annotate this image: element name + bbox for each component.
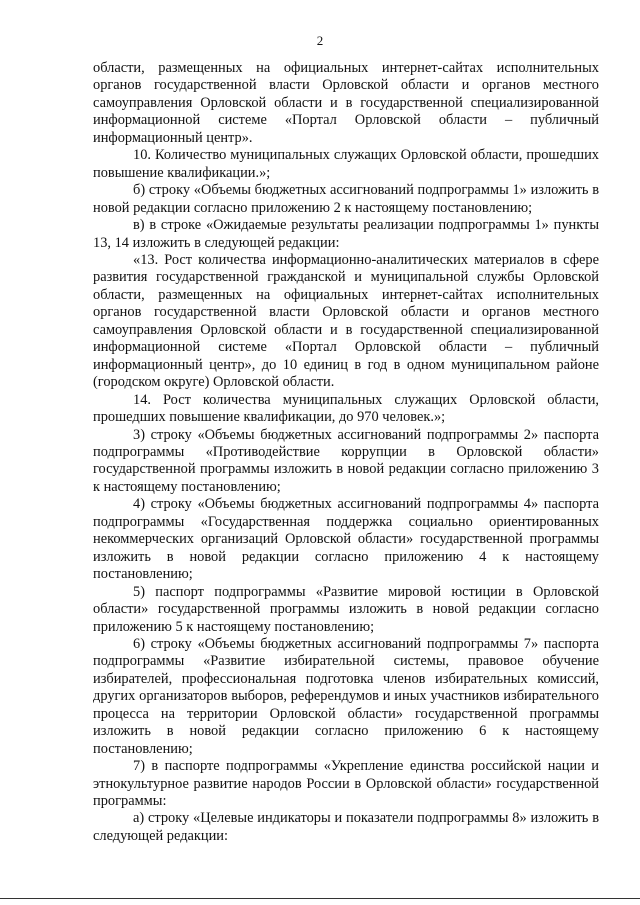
paragraph-8: 4) строку «Объемы бюджетных ассигнований подпрограммы 4» паспорта подпрограммы «Государственная поддержка социально ориентированных некоммерческих организаций Орловской области» государственной программы изложить в новой редакции согласно приложению 4 к настоящему постановлению; [93,496,599,583]
paragraph-1: области, размещенных на официальных интернет-сайтах исполнительных органов государственной власти Орловской области и органов местного самоуправления Орловской области и в государственной специализированной информационной системе «Портал Орловской области – публичный информационный центр». [93,60,599,146]
paragraph-2: 10. Количество муниципальных служащих Орловской области, прошедших повышение квалификации.»; [93,147,599,181]
paragraph-11: 7) в паспорте подпрограммы «Укрепление единства российской нации и этнокультурное развитие народов России в Орловской области» государственной программы: [93,758,599,810]
page-bottom-edge [0,898,640,899]
paragraph-10: 6) строку «Объемы бюджетных ассигнований подпрограммы 7» паспорта подпрограммы «Развитие избирательной системы, правовое обучение избирателей, профессиональная подготовка членов избирательных комиссий, других организаторов выборов, референдумов и иных участников избирательного процесса на территории Орловской области» государственной программы изложить в новой редакции согласно приложению 6 к настоящему постановлению; [93,635,599,757]
paragraph-7: 3) строку «Объемы бюджетных ассигнований подпрограммы 2» паспорта подпрограммы «Противодействие коррупции в Орловской области» государственной программы изложить в новой редакции согласно приложению 3 к настоящему постановлению; [93,426,599,495]
paragraph-5: «13. Рост количества информационно-аналитических материалов в сфере развития государственной гражданской и муниципальной службы Орловской области, размещенных на официальных интернет-сайтах исполнительных органов государственной власти Орловской области и органов местного самоуправления Орловской области и в государственной специализированной информационной системе «Портал Орловской области – публичный информационный центр», до 10 единиц в год в одном муниципальном районе (городском округе) Орловской области. [93,251,599,391]
page-number: 2 [316,33,324,48]
paragraph-3: б) строку «Объемы бюджетных ассигнований подпрограммы 1» изложить в новой редакции согласно приложению 2 к настоящему постановлению; [93,182,599,216]
paragraph-12: а) строку «Целевые индикаторы и показатели подпрограммы 8» изложить в следующей редакции: [93,810,599,844]
document-body [93,60,599,845]
paragraph-9: 5) паспорт подпрограммы «Развитие мировой юстиции в Орловской области» государственной программы изложить в новой редакции согласно приложению 5 к настоящему постановлению; [93,583,599,635]
paragraph-4: в) в строке «Ожидаемые результаты реализации подпрограммы 1» пункты 13, 14 изложить в следующей редакции: [93,217,599,251]
paragraph-6: 14. Рост количества муниципальных служащих Орловской области, прошедших повышение квалификации, до 970 человек.»; [93,391,599,426]
